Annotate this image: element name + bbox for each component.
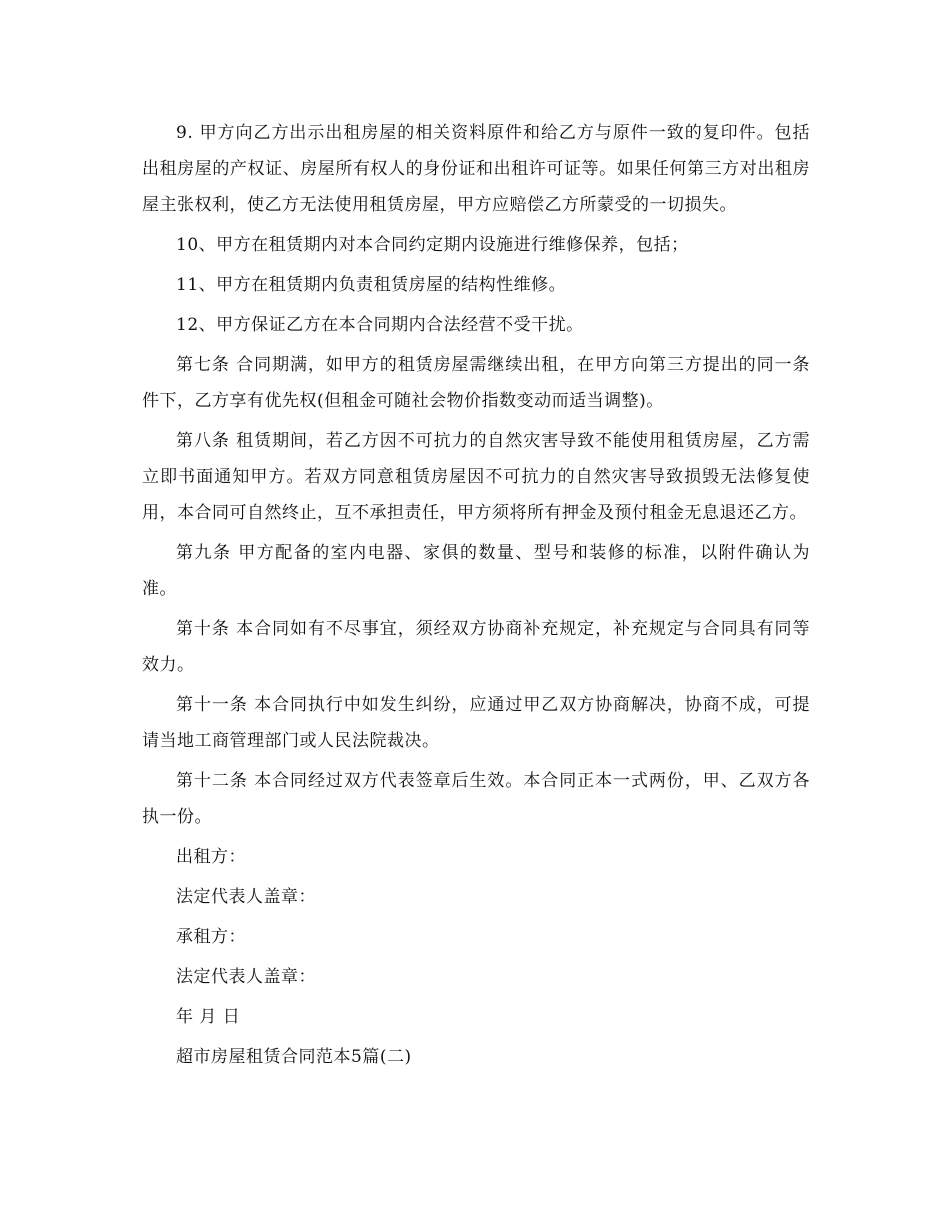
- article-9: 第九条 甲方配备的室内电器、家俱的数量、型号和装修的标准，以附件确认为准。: [142, 543, 810, 599]
- lessee-representative-seal: 法定代表人盖章：: [176, 967, 316, 987]
- lessee-label: 承租方：: [176, 927, 246, 947]
- article-12: 第十二条 本合同经过双方代表签章后生效。本合同正本一式两份，甲、乙双方各执一份。: [142, 771, 810, 827]
- article-8: 第八条 租赁期间，若乙方因不可抗力的自然灾害导致不能使用租赁房屋，乙方需立即书面通知甲方。若双方同意租赁房屋因不可抗力的自然灾害导致损毁无法修复使用，本合同可自然终止，互不承担责任，甲方须将所有押金及预付租金无息退还乙方。: [142, 431, 810, 523]
- lessor-representative-seal: 法定代表人盖章：: [176, 887, 316, 907]
- lessor-label: 出租方：: [176, 847, 246, 867]
- article-11: 第十一条 本合同执行中如发生纠纷，应通过甲乙双方协商解决，协商不成，可提请当地工商管理部门或人民法院裁决。: [142, 695, 810, 751]
- signing-date: 年 月 日: [176, 1007, 241, 1027]
- article-10: 第十条 本合同如有不尽事宜，须经双方协商补充规定，补充规定与合同具有同等效力。: [142, 619, 810, 675]
- clause-11: 11、甲方在租赁期内负责租赁房屋的结构性维修。: [176, 275, 567, 295]
- section-heading: 超市房屋租赁合同范本5篇(二): [176, 1047, 412, 1067]
- clause-9: 9. 甲方向乙方出示出租房屋的相关资料原件和给乙方与原件一致的复印件。包括出租房屋的产权证、房屋所有权人的身份证和出租许可证等。如果任何第三方对出租房屋主张权利，使乙方无法使用租赁房屋，甲方应赔偿乙方所蒙受的一切损失。: [142, 123, 810, 215]
- document-body: [142, 115, 810, 1079]
- clause-12: 12、甲方保证乙方在本合同期内合法经营不受干扰。: [176, 315, 584, 335]
- article-7: 第七条 合同期满，如甲方的租赁房屋需继续出租，在甲方向第三方提出的同一条件下，乙方享有优先权(但租金可随社会物价指数变动而适当调整)。: [142, 355, 810, 411]
- clause-10: 10、甲方在租赁期内对本合同约定期内设施进行维修保养，包括；: [176, 235, 689, 255]
